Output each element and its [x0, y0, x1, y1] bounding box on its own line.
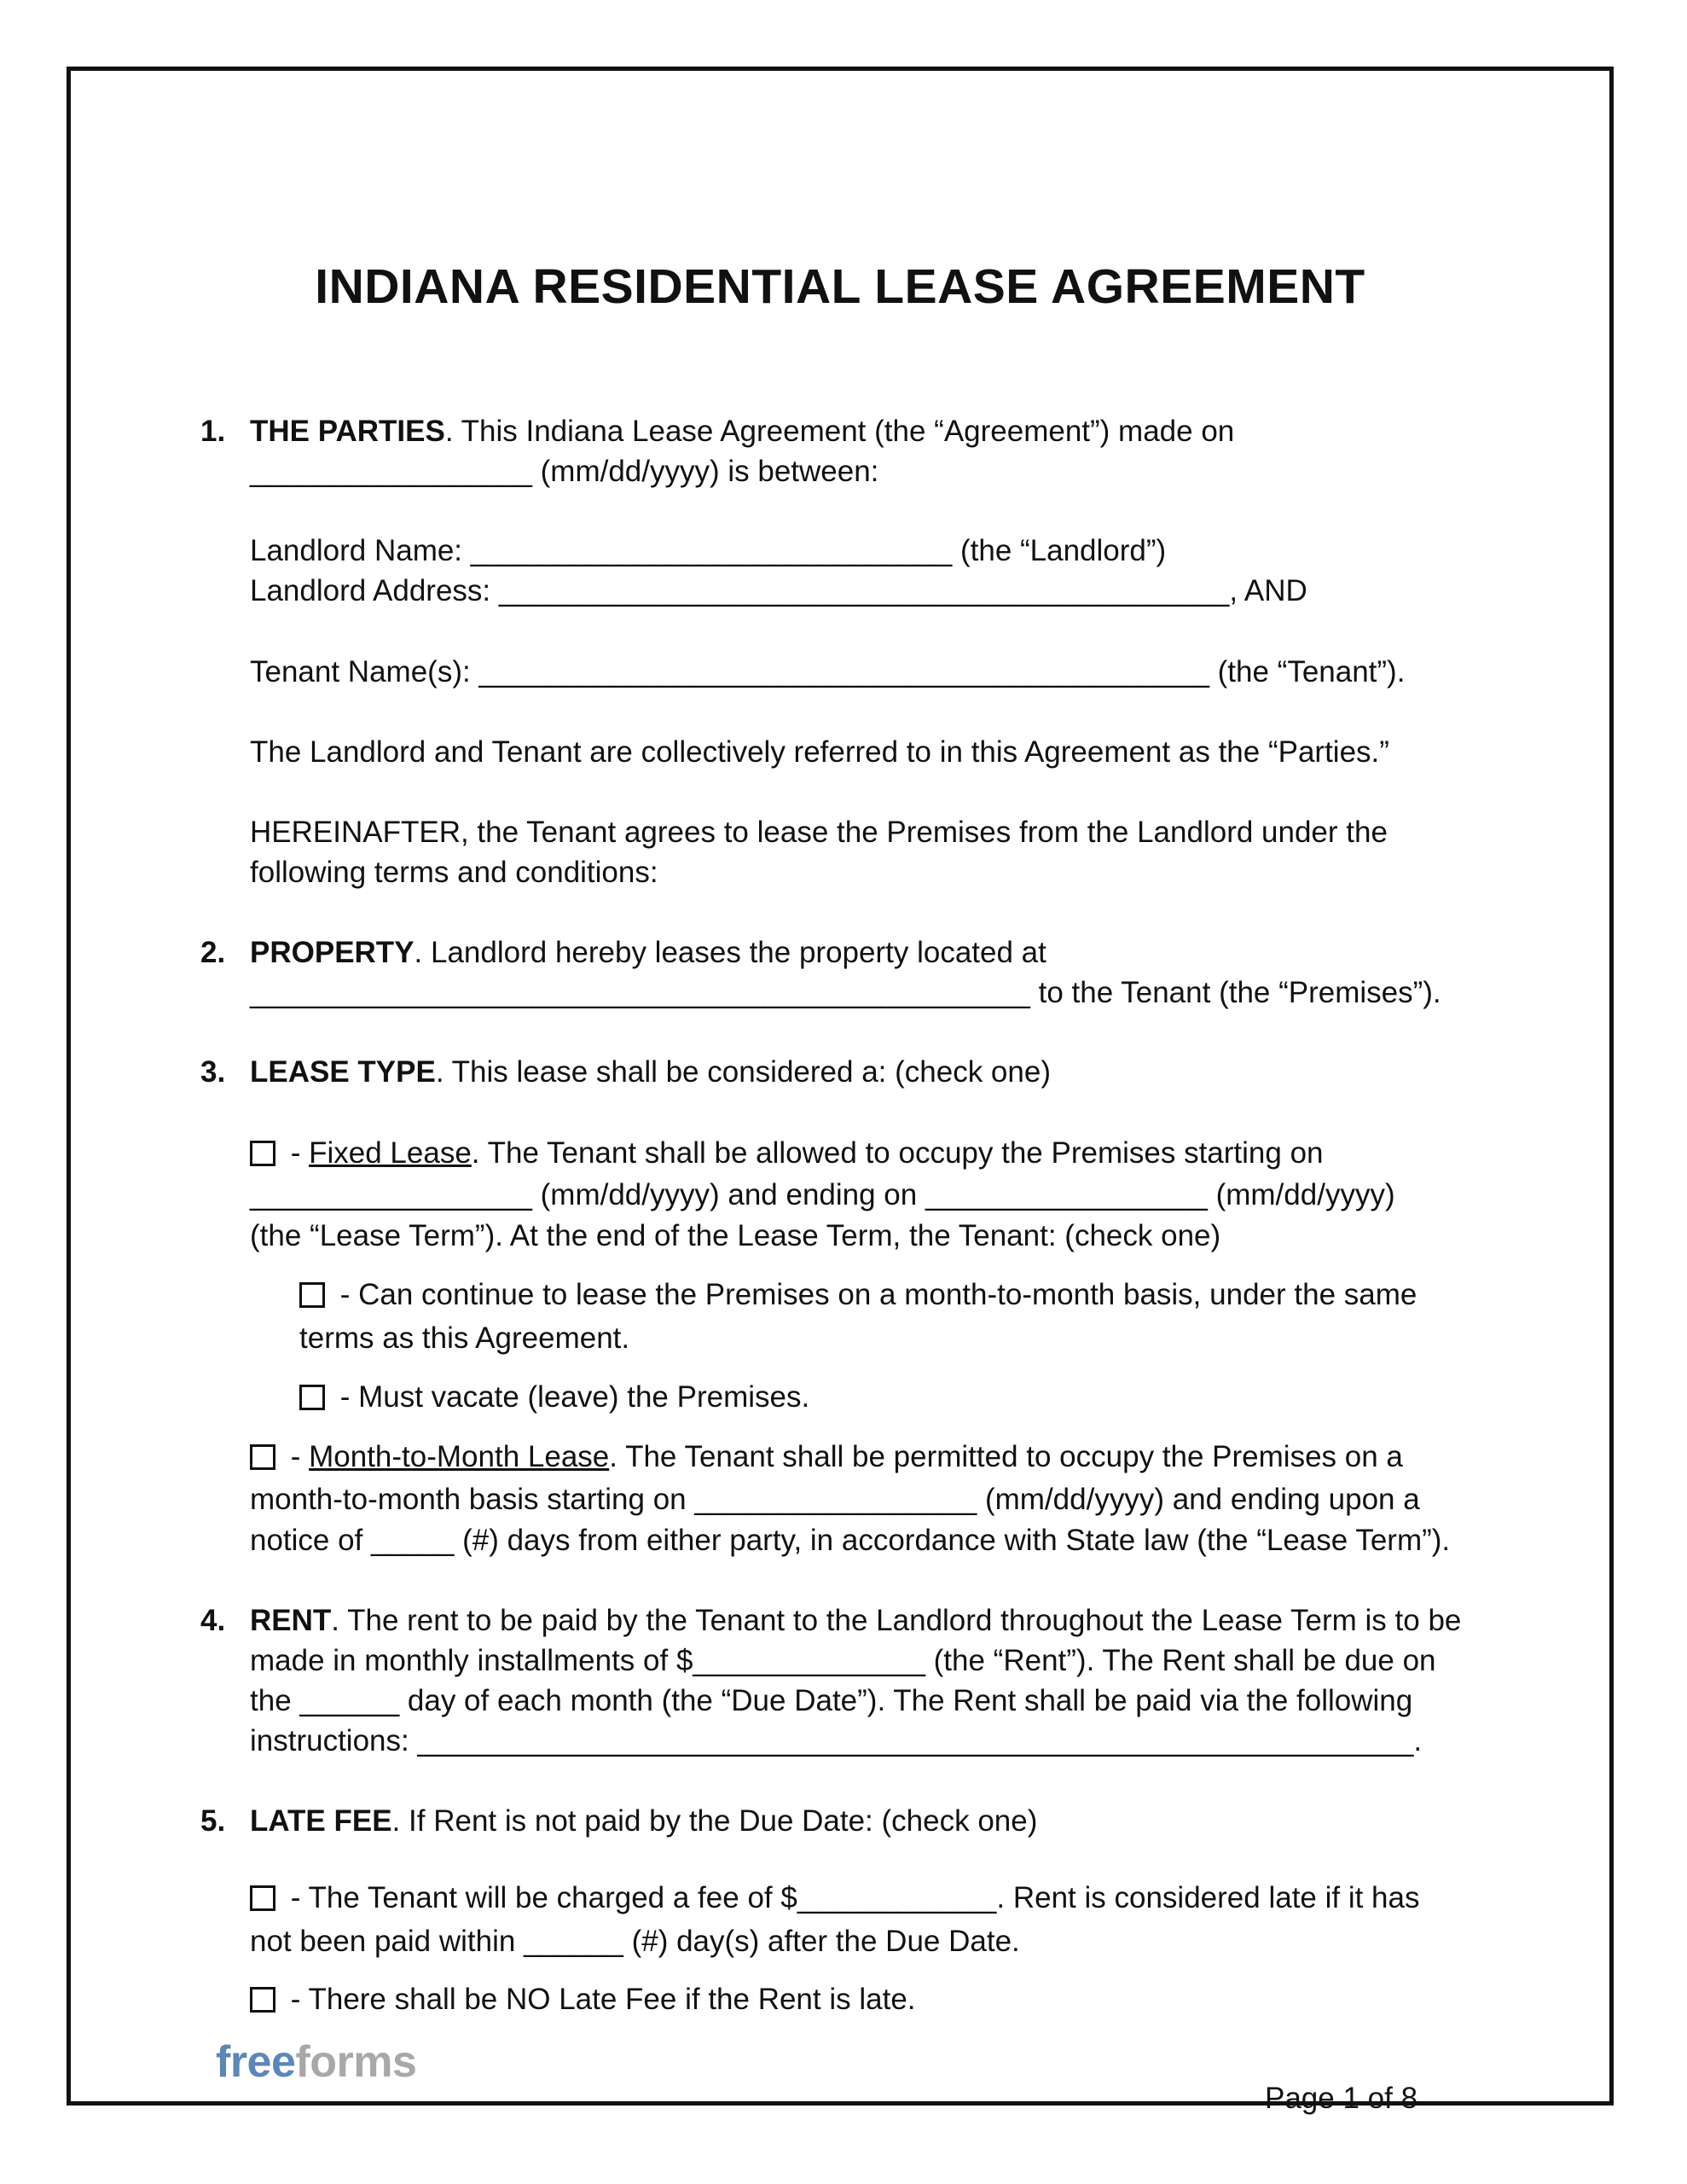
fixed-lease-label: Fixed Lease — [309, 1136, 472, 1170]
continue-option-line-2: terms as this Agreement. — [299, 1321, 630, 1355]
section-4-line-2: made in monthly installments of $______________ (the “Rent”). The Rent shall be due on — [250, 1644, 1436, 1677]
document-page — [67, 67, 1614, 2115]
section-4-line-3: the ______ day of each month (the “Due Date”). The Rent shall be paid via the following — [250, 1684, 1413, 1717]
month-to-month-line-2: month-to-month basis starting on _________________ (mm/dd/yyyy) and ending upon a — [250, 1483, 1420, 1516]
section-5-line-1: LATE FEE. If Rent is not paid by the Due Date: (check one) — [250, 1804, 1038, 1838]
hereinafter-line-1: HEREINAFTER, the Tenant agrees to lease the Premises from the Landlord under the — [250, 816, 1388, 849]
month-to-month-checkbox[interactable] — [250, 1444, 275, 1470]
vacate-option: - Must vacate (leave) the Premises. — [299, 1380, 809, 1415]
section-1-line-1: THE PARTIES. This Indiana Lease Agreement (the “Agreement”) made on — [250, 415, 1235, 448]
section-4-line-1: RENT. The rent to be paid by the Tenant to the Landlord throughout the Lease Term is to be — [250, 1604, 1462, 1637]
fixed-lease-option: - Fixed Lease. The Tenant shall be allowed to occupy the Premises starting on — [250, 1136, 1324, 1171]
section-2-number: 2. — [200, 936, 226, 969]
section-3-line-1: LEASE TYPE. This lease shall be considered a: (check one) — [250, 1055, 1051, 1089]
month-to-month-label: Month-to-Month Lease — [309, 1440, 610, 1473]
section-2-line-2: _______________________________________________ to the Tenant (the “Premises”). — [250, 976, 1441, 1009]
parties-paragraph: The Landlord and Tenant are collectively referred to in this Agreement as the “Parties.” — [250, 735, 1389, 769]
section-3-number: 3. — [200, 1055, 226, 1089]
continue-checkbox[interactable] — [299, 1282, 325, 1308]
tenant-name-line: Tenant Name(s): ____________________________________________ (the “Tenant”). — [250, 655, 1406, 688]
section-1-heading: THE PARTIES — [250, 415, 445, 448]
fixed-lease-checkbox[interactable] — [250, 1141, 275, 1166]
section-4-line-4: instructions: ____________________________________________________________. — [250, 1724, 1423, 1757]
continue-option: - Can continue to lease the Premises on a month-to-month basis, under the same — [299, 1277, 1417, 1313]
document-title: INDIANA RESIDENTIAL LEASE AGREEMENT — [315, 259, 1365, 314]
fixed-lease-line-2: _________________ (mm/dd/yyyy) and ending on _________________ (mm/dd/yyyy) — [250, 1178, 1395, 1211]
no-late-fee-option: - There shall be NO Late Fee if the Rent is late. — [250, 1982, 916, 2018]
late-fee-option-line-2: not been paid within ______ (#) day(s) after the Due Date. — [250, 1925, 1020, 1958]
section-1-line-2: _________________ (mm/dd/yyyy) is between: — [250, 455, 879, 488]
section-2-heading: PROPERTY — [250, 936, 415, 969]
section-4-number: 4. — [200, 1604, 226, 1637]
landlord-address-line: Landlord Address: ____________________________________________, AND — [250, 574, 1307, 607]
month-to-month-option: - Month-to-Month Lease. The Tenant shall be permitted to occupy the Premises on a — [250, 1439, 1403, 1475]
freeforms-logo: freeforms — [216, 2037, 417, 2087]
late-fee-option: - The Tenant will be charged a fee of $____________. Rent is considered late if it has — [250, 1880, 1420, 1916]
section-3-heading: LEASE TYPE — [250, 1055, 436, 1089]
no-late-fee-checkbox[interactable] — [250, 1987, 275, 2013]
section-5-number: 5. — [200, 1804, 226, 1838]
page-number: Page 1 of 8 — [1265, 2082, 1418, 2115]
fixed-lease-line-3: (the “Lease Term”). At the end of the Lease Term, the Tenant: (check one) — [250, 1219, 1221, 1252]
landlord-name-line: Landlord Name: _____________________________ (the “Landlord”) — [250, 534, 1167, 567]
month-to-month-line-3: notice of _____ (#) days from either party, in accordance with State law (the “Lease Term”). — [250, 1524, 1451, 1557]
section-5-heading: LATE FEE — [250, 1804, 392, 1838]
section-1-number: 1. — [200, 415, 226, 448]
vacate-checkbox[interactable] — [299, 1385, 325, 1410]
section-2-line-1: PROPERTY. Landlord hereby leases the property located at — [250, 936, 1046, 969]
late-fee-checkbox[interactable] — [250, 1885, 275, 1911]
hereinafter-line-2: following terms and conditions: — [250, 856, 658, 889]
section-4-heading: RENT — [250, 1604, 332, 1637]
